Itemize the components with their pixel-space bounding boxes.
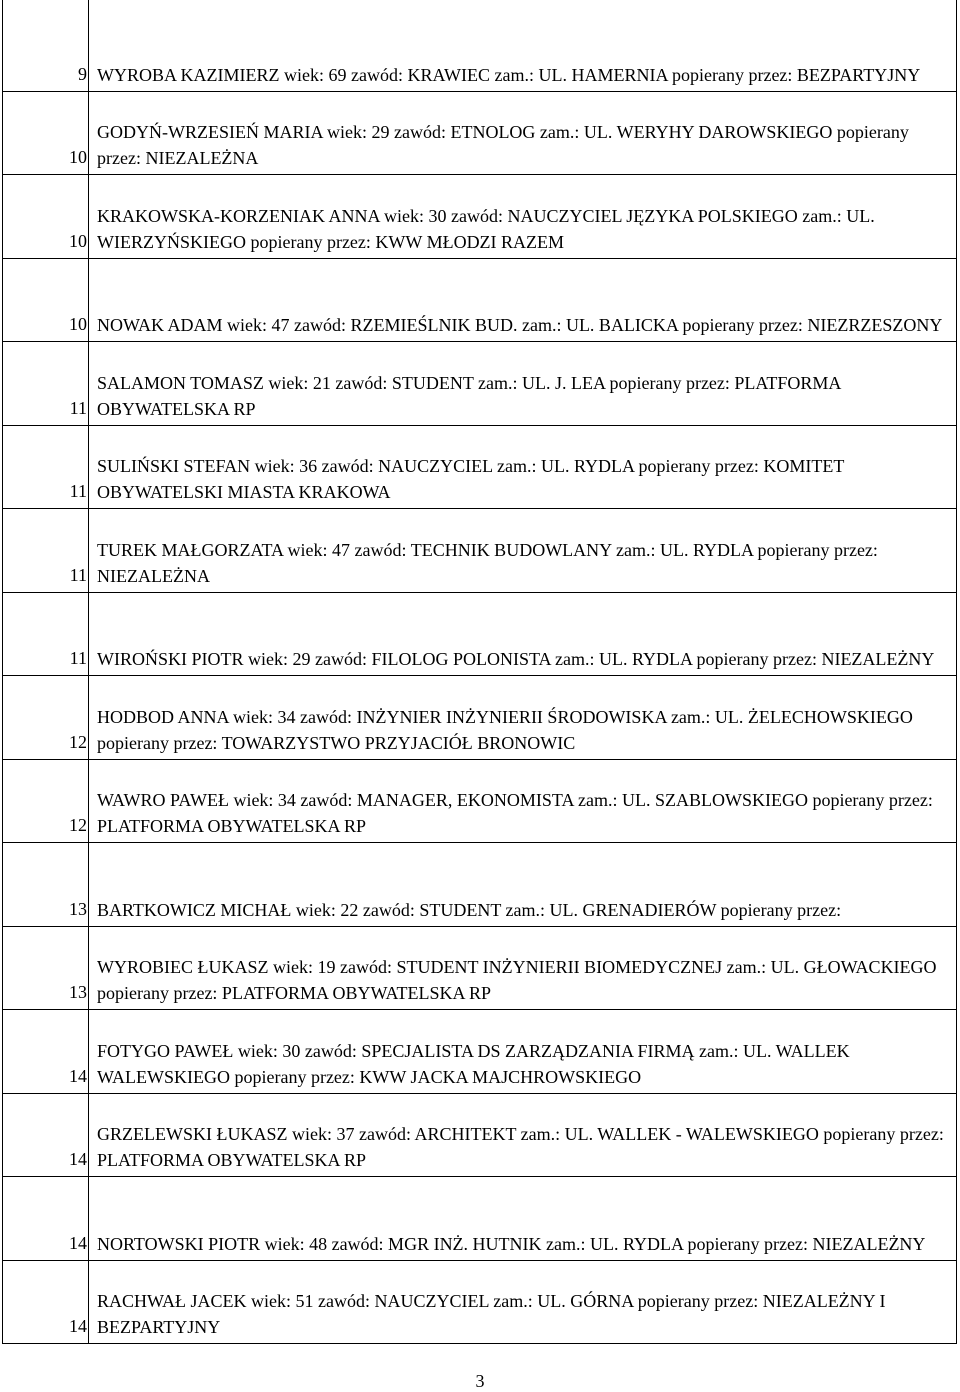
table-row xyxy=(3,1093,957,1177)
table-row xyxy=(3,1010,957,1094)
table-row xyxy=(3,926,957,1010)
table-row xyxy=(3,592,957,676)
candidate-entry: SALAMON TOMASZ wiek: 21 zawód: STUDENT zam.: UL. J. LEA popierany przez: PLATFORMA OBYWATELSKA RP xyxy=(89,342,957,426)
page-number: 3 xyxy=(475,1371,485,1391)
candidate-entry: FOTYGO PAWEŁ wiek: 30 zawód: SPECJALISTA DS ZARZĄDZANIA FIRMĄ zam.: UL. WALLEK WALEWSKIEGO popierany przez: KWW JACKA MAJCHROWSKIEGO xyxy=(89,1010,957,1094)
district-number: 12 xyxy=(3,676,89,760)
candidate-entry: WYROBA KAZIMIERZ wiek: 69 zawód: KRAWIEC zam.: UL. HAMERNIA popierany przez: BEZPARTYJNY xyxy=(89,0,957,91)
district-number: 12 xyxy=(3,759,89,843)
district-number: 11 xyxy=(3,592,89,676)
candidate-entry: HODBOD ANNA wiek: 34 zawód: INŻYNIER INŻYNIERII ŚRODOWISKA zam.: UL. ŻELECHOWSKIEGO popierany przez: TOWARZYSTWO PRZYJACIÓŁ BRONOWIC xyxy=(89,676,957,760)
table-row xyxy=(3,676,957,760)
candidate-table xyxy=(2,0,957,1344)
district-number: 14 xyxy=(3,1010,89,1094)
table-row xyxy=(3,342,957,426)
district-number: 11 xyxy=(3,342,89,426)
table-row xyxy=(3,843,957,927)
candidate-entry: TUREK MAŁGORZATA wiek: 47 zawód: TECHNIK BUDOWLANY zam.: UL. RYDLA popierany przez: NIEZALEŻNA xyxy=(89,509,957,593)
table-row xyxy=(3,91,957,175)
table-row xyxy=(3,0,957,91)
district-number: 11 xyxy=(3,425,89,509)
candidate-entry: NOWAK ADAM wiek: 47 zawód: RZEMIEŚLNIK BUD. zam.: UL. BALICKA popierany przez: NIEZRZESZONY xyxy=(89,258,957,342)
table-row xyxy=(3,258,957,342)
table-row xyxy=(3,509,957,593)
district-number: 10 xyxy=(3,258,89,342)
candidate-entry: BARTKOWICZ MICHAŁ wiek: 22 zawód: STUDENT zam.: UL. GRENADIERÓW popierany przez: xyxy=(89,843,957,927)
table-row xyxy=(3,1260,957,1344)
candidate-entry: WAWRO PAWEŁ wiek: 34 zawód: MANAGER, EKONOMISTA zam.: UL. SZABLOWSKIEGO popierany przez: PLATFORMA OBYWATELSKA RP xyxy=(89,759,957,843)
district-number: 13 xyxy=(3,926,89,1010)
district-number: 14 xyxy=(3,1093,89,1177)
table-row xyxy=(3,759,957,843)
candidate-entry: KRAKOWSKA-KORZENIAK ANNA wiek: 30 zawód: NAUCZYCIEL JĘZYKA POLSKIEGO zam.: UL. WIERZYŃSKIEGO popierany przez: KWW MŁODZI RAZEM xyxy=(89,175,957,259)
table-row xyxy=(3,175,957,259)
candidate-entry: GODYŃ-WRZESIEŃ MARIA wiek: 29 zawód: ETNOLOG zam.: UL. WERYHY DAROWSKIEGO popierany przez: NIEZALEŻNA xyxy=(89,91,957,175)
candidate-entry: NORTOWSKI PIOTR wiek: 48 zawód: MGR INŻ. HUTNIK zam.: UL. RYDLA popierany przez: NIEZALEŻNY xyxy=(89,1177,957,1261)
district-number: 10 xyxy=(3,175,89,259)
candidate-entry: WYROBIEC ŁUKASZ wiek: 19 zawód: STUDENT INŻYNIERII BIOMEDYCZNEJ zam.: UL. GŁOWACKIEGO popierany przez: PLATFORMA OBYWATELSKA RP xyxy=(89,926,957,1010)
candidate-entry: RACHWAŁ JACEK wiek: 51 zawód: NAUCZYCIEL zam.: UL. GÓRNA popierany przez: NIEZALEŻNY I BEZPARTYJNY xyxy=(89,1260,957,1344)
candidate-entry: GRZELEWSKI ŁUKASZ wiek: 37 zawód: ARCHITEKT zam.: UL. WALLEK - WALEWSKIEGO popierany przez: PLATFORMA OBYWATELSKA RP xyxy=(89,1093,957,1177)
table-row xyxy=(3,425,957,509)
district-number: 14 xyxy=(3,1177,89,1261)
district-number: 11 xyxy=(3,509,89,593)
district-number: 10 xyxy=(3,91,89,175)
candidate-entry: WIROŃSKI PIOTR wiek: 29 zawód: FILOLOG POLONISTA zam.: UL. RYDLA popierany przez: NIEZALEŻNY xyxy=(89,592,957,676)
table-row xyxy=(3,1177,957,1261)
candidate-entry: SULIŃSKI STEFAN wiek: 36 zawód: NAUCZYCIEL zam.: UL. RYDLA popierany przez: KOMITET OBYWATELSKI MIASTA KRAKOWA xyxy=(89,425,957,509)
district-number: 14 xyxy=(3,1260,89,1344)
district-number: 9 xyxy=(3,0,89,91)
district-number: 13 xyxy=(3,843,89,927)
